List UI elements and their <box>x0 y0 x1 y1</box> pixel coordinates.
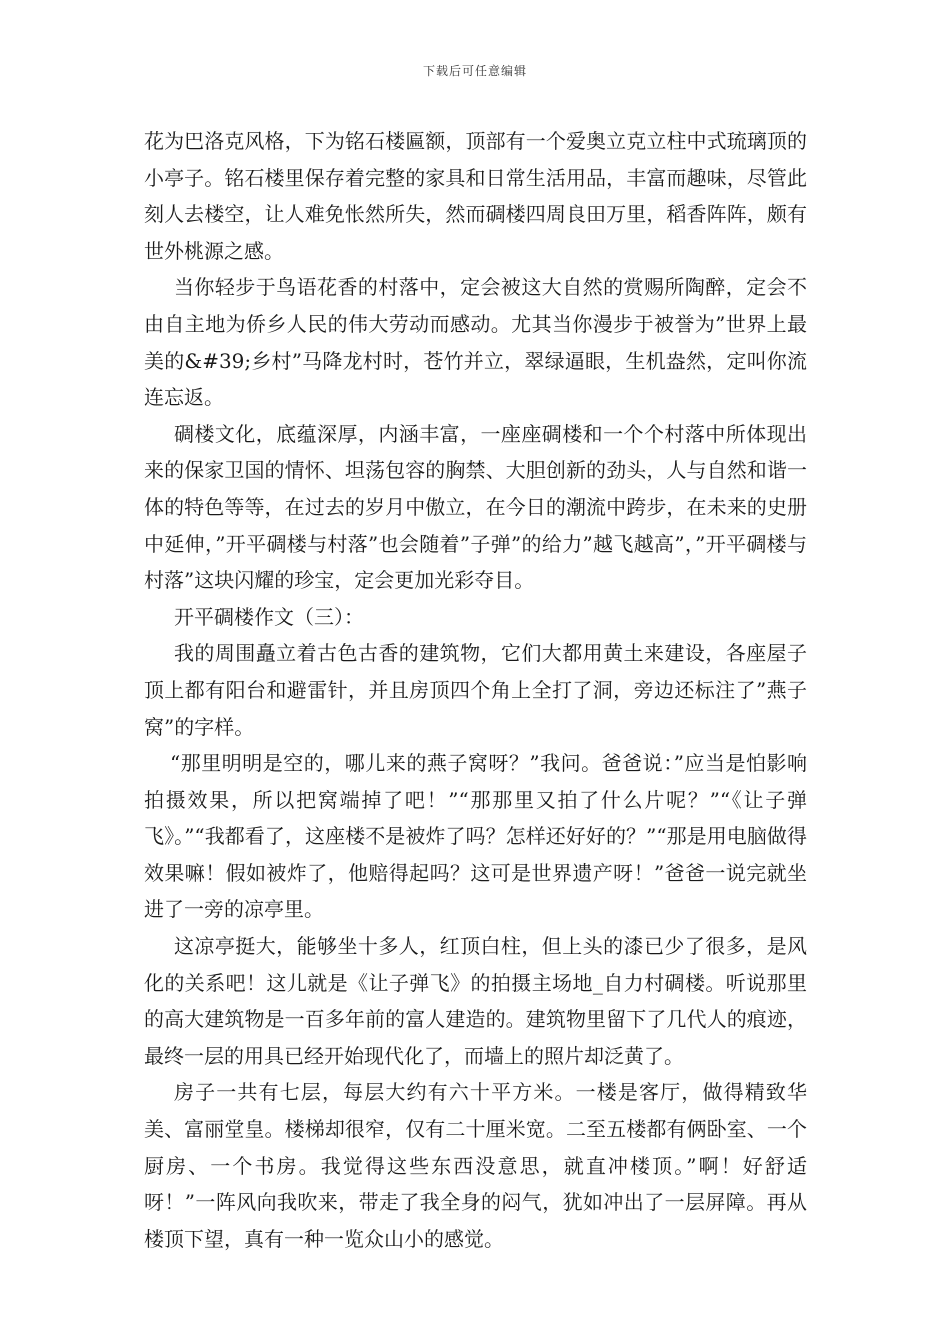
paragraph-7: 房子一共有七层，每层大约有六十平方米。一楼是客厅，做得精致华美、富丽堂皇。楼梯却很窄，仅有二十厘米宽。二至五楼都有俩卧室、一个厨房、一个书房。我觉得这些东西没意思，就直冲楼顶。”啊！好舒适呀！”一阵风向我吹来，带走了我全身的闷气，犹如冲出了一层屏障。再从楼顶下望，真有一种一览众山小的感觉。 <box>144 1080 807 1251</box>
paragraph-1: 花为巴洛克风格，下为铭石楼匾额，顶部有一个爱奥立克立柱中式琉璃顶的小亭子。铭石楼里保存着完整的家具和日常生活用品，丰富而趣味，尽管此刻人去楼空，让人难免怅然所失，然而碉楼四周良田万里，稻香阵阵，颇有世外桃源之感。 <box>144 129 807 263</box>
paragraph-6: 这凉亭挺大，能够坐十多人，红顶白柱，但上头的漆已少了很多，是风化的关系吧！这儿就是《让子弹飞》的拍摄主场地_自力村碉楼。听说那里的高大建筑物是一百多年前的富人建造的。建筑物里留下了几代人的痕迹，最终一层的用具已经开始现代化了，而墙上的照片却泛黄了。 <box>144 934 807 1068</box>
page-header: 下载后可任意编辑 <box>422 64 527 78</box>
paragraph-2: 当你轻步于鸟语花香的村落中，定会被这大自然的赏赐所陶醉，定会不由自主地为侨乡人民的伟大劳动而感动。尤其当你漫步于被誉为”世界上最美的&#39;乡村”马降龙村时，苍竹并立，翠绿逼眼，生机盎然，定叫你流连忘返。 <box>144 275 807 410</box>
section-heading: 开平碉楼作文（三）： <box>174 604 364 629</box>
document-body <box>144 123 807 1257</box>
paragraph-5-dialogue: “那里明明是空的，哪儿来的燕子窝呀？”我问。爸爸说：”应当是怕影响拍摄效果，所以把窝端掉了吧！”“那那里又拍了什么片呢？”“《让子弹飞》。”“我都看了，这座楼不是被炸了吗？怎样还好好的？”“那是用电脑做得效果嘛！假如被炸了，他赔得起吗？这可是世界遗产呀！”爸爸一说完就坐进了一旁的凉亭里。 <box>144 751 807 922</box>
paragraph-4: 我的周围矗立着古色古香的建筑物，它们大都用黄土来建设，各座屋子顶上都有阳台和避雷针，并且房顶四个角上全打了洞，旁边还标注了”燕子窝”的字样。 <box>144 641 807 739</box>
paragraph-3: 碉楼文化，底蕴深厚，内涵丰富，一座座碉楼和一个个村落中所体现出来的保家卫国的情怀、坦荡包容的胸禁、大胆创新的劲头，人与自然和谐一体的特色等等，在过去的岁月中傲立，在今日的潮流中跨步，在未来的史册中延伸，”开平碉楼与村落”也会随着”子弹”的给力”越飞越高”，”开平碉楼与村落”这块闪耀的珍宝，定会更加光彩夺目。 <box>144 421 807 593</box>
